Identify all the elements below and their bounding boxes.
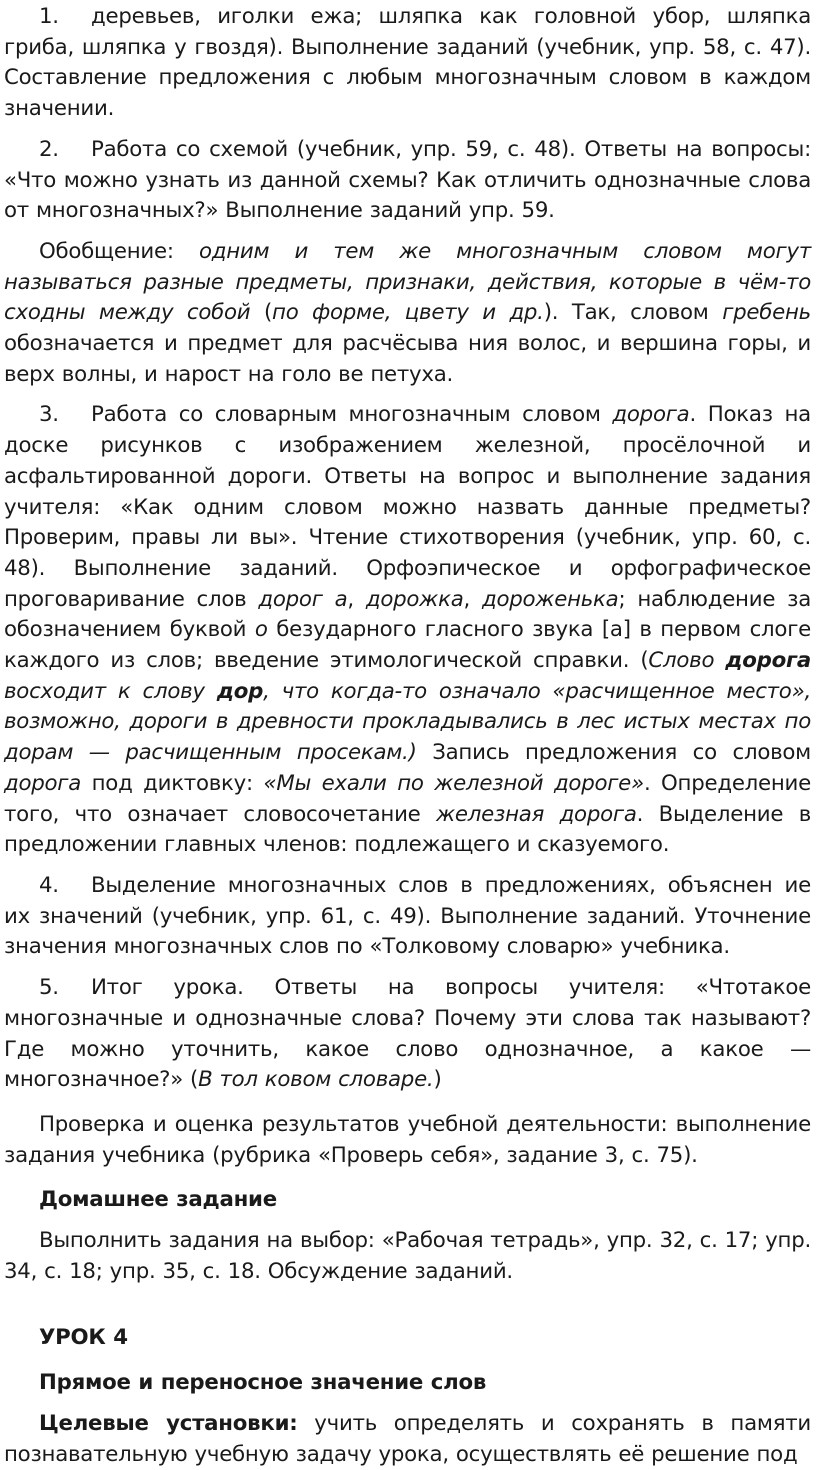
text-run: Слово xyxy=(648,648,726,674)
text-run: дороженька xyxy=(481,586,619,612)
text-run: обозначается и предмет для расчёсыва ния волос, и вершина горы, и верх волны, и нарост на голо ве петуха. xyxy=(4,331,811,387)
text-run: ( xyxy=(250,300,273,326)
summary-label: Обобщение: xyxy=(39,238,199,264)
goals-label: Целевые установки: xyxy=(39,1410,298,1436)
text-run: . Выделение в предложении главных членов: подлежащего и сказуемого. xyxy=(4,801,811,858)
text-run: дорог а xyxy=(258,586,348,612)
text-run: железная дорога xyxy=(436,801,637,827)
check-text: Проверка и оценка результатов учебной деятельности: выполнение задания учебника (рубрика «Проверь себя», задание 3, с. 75). xyxy=(4,1111,811,1168)
list-item-1 xyxy=(4,2,811,125)
text-run: Работа со словарным многозначным словом xyxy=(91,402,613,428)
text-run: Запись предложения со словом xyxy=(416,740,811,766)
list-item-text: деревьев, иголки ежа; шляпка как головной убор, шляпка гриба, шляпка у гвоздя). Выполнение заданий (учебник, упр. 58, с. 47). Составление предложения с любым многозначным словом в каждом значении. xyxy=(4,4,811,122)
goals-text: учить определять и сохранять в памяти познавательную учебную задачу урока, осуществлять её решение под xyxy=(4,1410,811,1467)
check-paragraph xyxy=(4,1110,811,1171)
text-run: , xyxy=(463,586,482,612)
text-run: дорожка xyxy=(365,586,464,612)
text-run: по форме, цвету и др. xyxy=(272,300,544,326)
list-number: 2. xyxy=(39,136,59,162)
list-item-text: Работа со схемой (учебник, упр. 59, с. 48). Ответы на вопросы: «Что можно узнать из данной схемы? Как отличить однозначные слова от многозначных?» Выполнение заданий упр. 59. xyxy=(4,136,811,224)
text-run: Итог урока. Ответы на вопросы учителя: «Чтотакое многозначные и однозначные слова? Почему эти слова так называют? Где можно уточнить, какое слово однозначное, а какое — многозначное?» ( xyxy=(4,975,811,1093)
list-item-5 xyxy=(4,973,811,1096)
goals-paragraph xyxy=(4,1409,811,1470)
text-run: ; наблюдение за обозначением буквой xyxy=(4,586,811,643)
text-run: . Определение того, что означает словосочетание xyxy=(4,770,812,827)
text-run: дорога xyxy=(725,648,812,674)
lesson-title: Прямое и переносное значение слов xyxy=(39,1370,487,1396)
text-run: о xyxy=(254,617,268,643)
text-run: восходит к слову xyxy=(4,678,217,704)
text-run: , что когда-то означало «расчищенное место», возможно, дороги в древности прокладывались в лес истых местах по дорам — расчищенным просекам.) xyxy=(4,678,812,766)
homework-paragraph xyxy=(4,1226,811,1287)
summary-paragraph xyxy=(4,237,811,391)
text-run: гребень xyxy=(722,300,811,326)
homework-heading: Домашнее задание xyxy=(39,1187,277,1213)
list-item-2 xyxy=(4,135,811,227)
list-number: 4. xyxy=(39,872,59,898)
text-run: В тол ковом словаре. xyxy=(198,1067,434,1093)
text-run: ). Так, словом xyxy=(543,300,723,326)
text-run: , xyxy=(347,586,366,612)
list-number: 5. xyxy=(39,975,59,1001)
text-run: дорога xyxy=(4,770,82,796)
text-run: «Мы ехали по железной дороге» xyxy=(263,770,644,796)
text-run: . Показ на доске рисунков с изображением железной, просёлочной и асфальтированной дороги. Ответы на вопрос и выполнение задания учителя: «Как одним словом можно назвать данные предметы? Проверим, правы ли вы». Чтение стихотворения (учебник, упр. 60, с. 48). Выполнение заданий. Орфоэпическое и орфографическое проговаривание слов xyxy=(4,402,811,612)
text-run: безударного гласного звука [а] в первом слоге каждого из слов; введение этимологической справки. ( xyxy=(4,617,811,674)
text-run: под диктовку: xyxy=(81,770,264,796)
lesson-heading: УРОК 4 xyxy=(39,1325,128,1351)
list-item-3 xyxy=(4,400,811,861)
text-run: ) xyxy=(433,1067,442,1093)
homework-text: Выполнить задания на выбор: «Рабочая тетрадь», упр. 32, с. 17; упр. 34, с. 18; упр. 35, с. 18. Обсуждение заданий. xyxy=(4,1228,811,1284)
summary-definition: одним и тем же многозначным словом могут называться разные предметы, признаки, действия, которые в чём-то сходны между собой xyxy=(4,238,811,326)
list-number: 1. xyxy=(39,4,59,29)
text-run: дорога xyxy=(612,402,690,428)
text-run: дор xyxy=(216,678,264,704)
list-item-4 xyxy=(4,871,811,963)
list-number: 3. xyxy=(39,402,59,428)
list-item-text: Выделение многозначных слов в предложениях, объяснен ие их значений (учебник, упр. 61, с. 49). Выполнение заданий. Уточнение значения многозначных слов по «Толковому словарю» учебника. xyxy=(4,872,811,960)
